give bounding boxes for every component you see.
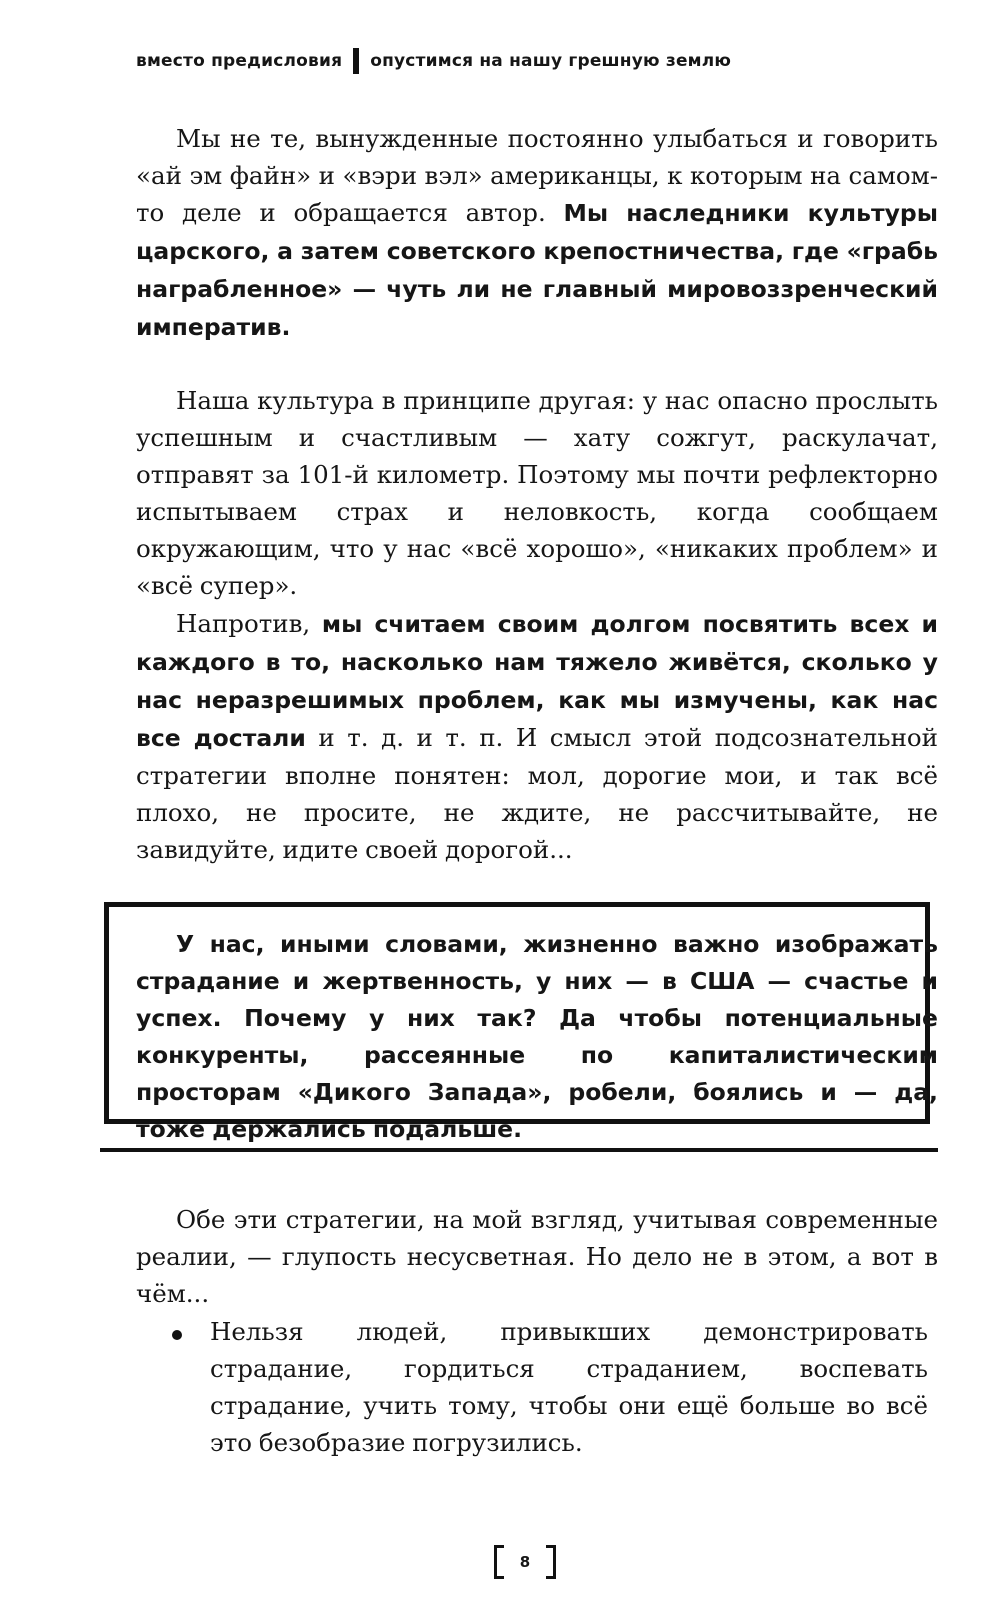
header-separator (353, 48, 359, 74)
paragraph-3 (136, 605, 938, 868)
callout-text: У нас, иными словами, жизненно важно изображать страдание и жертвенность, у них — в США — счастье и успех. Почему у них так? Да чтобы потенциальные конкуренты, рассеянные по капиталистическим просторам «Дикого Запада», робели, боялись и — да, тоже держались подальше. (136, 930, 938, 1143)
header-section-title: вместо предисловия (136, 51, 343, 71)
paragraph-3-lead: Напротив, (176, 609, 322, 638)
page-number (494, 1545, 556, 1579)
paragraph-1 (136, 120, 938, 346)
bullet-item: Нельзя людей, привыкших демонстрировать страдание, гордиться страданием, воспевать страдание, учить тому, чтобы они ещё больше во всё это безобразие погрузились. (210, 1317, 928, 1457)
callout-underline (100, 1148, 938, 1152)
paragraph-2-text: Наша культура в принципе другая: у нас опасно прослыть успешным и счастливым — хату сожгут, раскулачат, отправят за 101-й километр. Поэтому мы почти рефлекторно испытываем страх и неловкость, когда сообщаем окружающим, что у нас «всё хорошо», «никаких проблем» и «всё супер». (136, 386, 938, 600)
page-number-value: 8 (519, 1553, 531, 1571)
paragraph-2 (136, 382, 938, 604)
header-chapter-title: опустимся на нашу грешную землю (370, 51, 732, 71)
bullet-icon (172, 1330, 182, 1340)
paragraph-3-tail: и т. д. и т. п. И смысл этой подсознательной стратегии вполне понятен: мол, дорогие мои, и так всё плохо, не просите, не ждите, не рассчитывайте, не завидуйте, идите своей дорогой... (136, 723, 938, 864)
paragraph-3-bold: мы считаем своим долгом посвятить всех и каждого в то, насколько нам тяжело живётся, сколько у нас неразрешимых проблем, как мы измучены, как нас все достали (136, 610, 938, 752)
paragraph-1-bold: Мы наследники культуры царского, а затем советского крепостничества, где «грабь награбленное» — чуть ли не главный мировоззренческий императив. (136, 199, 938, 341)
paragraph-1-normal: Мы не те, вынужденные постоянно улыбаться и говорить «ай эм файн» и «вэри вэл» американцы, к которым на самом-то деле и обращается автор. (136, 124, 938, 227)
right-bracket-icon (546, 1545, 556, 1579)
paragraph-5 (136, 1201, 938, 1312)
paragraph-5-text: Обе эти стратегии, на мой взгляд, учитывая современные реалии, — глупость несусветная. Но дело не в этом, а вот в чём... (136, 1205, 938, 1308)
left-bracket-icon (494, 1545, 504, 1579)
running-header (136, 48, 731, 74)
